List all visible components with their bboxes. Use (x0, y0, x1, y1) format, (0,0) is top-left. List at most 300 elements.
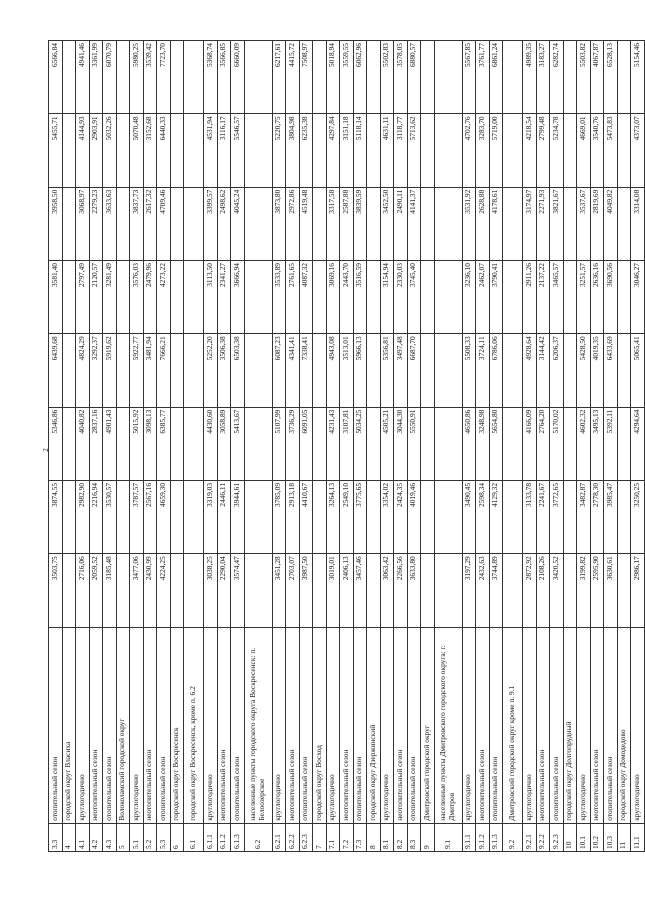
value-cell: 2761,65 (286, 261, 300, 334)
table-row (76, 41, 90, 852)
value-cell (313, 480, 327, 553)
row-name-cell: городской округ Долгопрудный (563, 627, 577, 823)
value-cell: 6439,68 (49, 334, 63, 407)
row-name-cell: круглогодично (272, 627, 286, 823)
value-cell: 4231,43 (326, 407, 340, 480)
value-cell: 3481,94 (143, 334, 157, 407)
value-cell: 5413,67 (231, 407, 245, 480)
value-cell: 2636,16 (590, 261, 604, 334)
value-cell: 5550,91 (407, 407, 421, 480)
row-name-cell: городской округ Восход (313, 627, 327, 823)
value-cell: 7723,70 (157, 41, 171, 114)
value-cell: 3540,76 (590, 114, 604, 187)
value-cell: 3183,27 (536, 41, 550, 114)
value-cell (421, 261, 435, 334)
table-row (340, 41, 354, 852)
value-cell: 6217,61 (272, 41, 286, 114)
value-cell (62, 480, 76, 553)
value-cell: 5234,78 (550, 114, 564, 187)
value-cell: 3046,27 (631, 261, 645, 334)
row-name-cell: неотопительный сезон (536, 627, 550, 823)
value-cell: 2271,93 (536, 187, 550, 260)
value-cell (421, 407, 435, 480)
value-cell: 2972,86 (286, 187, 300, 260)
value-cell (170, 407, 184, 480)
value-cell: 3559,55 (340, 41, 354, 114)
value-cell: 3985,47 (604, 480, 618, 553)
value-cell: 4294,64 (631, 407, 645, 480)
table-row (204, 41, 218, 852)
value-cell: 5546,57 (231, 114, 245, 187)
row-name-cell: неотопительный сезон (143, 627, 157, 823)
row-number-cell: 9.2.2 (536, 823, 550, 851)
value-cell (503, 187, 523, 260)
table-row (489, 41, 503, 852)
value-cell: 2216,94 (89, 480, 103, 553)
value-cell (170, 334, 184, 407)
value-cell: 2059,52 (89, 554, 103, 627)
row-number-cell: 9.2 (503, 823, 523, 851)
value-cell (563, 407, 577, 480)
value-cell: 2764,20 (536, 407, 550, 480)
value-cell: 4669,01 (577, 114, 591, 187)
value-cell: 3250,25 (631, 480, 645, 553)
value-cell (563, 187, 577, 260)
value-cell: 3790,41 (489, 261, 503, 334)
value-cell: 2911,26 (523, 261, 537, 334)
value-cell (503, 480, 523, 553)
table-row (407, 41, 421, 852)
table-row (272, 41, 286, 852)
table-row (353, 41, 367, 852)
value-cell (617, 187, 631, 260)
value-cell (244, 41, 272, 114)
value-cell (434, 114, 462, 187)
value-cell: 2446,11 (217, 480, 231, 553)
value-cell: 2108,26 (536, 554, 550, 627)
value-cell: 3958,50 (49, 187, 63, 260)
row-name-cell: городской округ Домодедово (617, 627, 631, 823)
value-cell (434, 554, 462, 627)
value-cell (421, 114, 435, 187)
value-cell (434, 41, 462, 114)
value-cell: 5980,25 (130, 41, 144, 114)
value-cell (503, 334, 523, 407)
value-cell (184, 554, 204, 627)
value-cell: 6440,33 (157, 114, 171, 187)
value-cell: 2819,69 (590, 187, 604, 260)
value-cell (313, 114, 327, 187)
row-number-cell: 7 (313, 823, 327, 851)
value-cell: 4218,54 (523, 114, 537, 187)
row-number-cell: 4.2 (89, 823, 103, 851)
row-number-cell: 9.2.3 (550, 823, 564, 851)
table-row (394, 41, 408, 852)
value-cell: 3873,80 (272, 187, 286, 260)
table-row (130, 41, 144, 852)
value-cell: 3633,80 (407, 554, 421, 627)
value-cell: 3837,73 (130, 187, 144, 260)
row-number-cell: 5.3 (157, 823, 171, 851)
value-cell (184, 187, 204, 260)
value-cell (170, 41, 184, 114)
value-cell: 4631,11 (380, 114, 394, 187)
value-cell (62, 41, 76, 114)
value-cell: 3772,65 (550, 480, 564, 553)
table-row (590, 41, 604, 852)
value-cell: 2598,34 (476, 480, 490, 553)
value-cell: 3537,67 (577, 187, 591, 260)
value-cell (313, 41, 327, 114)
value-cell: 3745,40 (407, 261, 421, 334)
value-cell: 4019,35 (590, 334, 604, 407)
value-cell: 2837,16 (89, 407, 103, 480)
value-cell (170, 187, 184, 260)
value-cell: 3531,92 (462, 187, 476, 260)
value-cell (563, 261, 577, 334)
value-cell: 3497,48 (394, 334, 408, 407)
value-cell (170, 261, 184, 334)
value-cell: 3133,78 (523, 480, 537, 553)
value-cell: 3506,38 (217, 334, 231, 407)
value-cell (421, 480, 435, 553)
row-name-cell: отопительный сезон (49, 627, 63, 823)
value-cell: 6087,23 (272, 334, 286, 407)
row-number-cell: 8.2 (394, 823, 408, 851)
value-cell (367, 334, 381, 407)
value-cell: 3513,01 (340, 334, 354, 407)
row-number-cell: 6 (170, 823, 184, 851)
value-cell: 5346,86 (49, 407, 63, 480)
value-cell (184, 407, 204, 480)
value-cell: 2778,30 (590, 480, 604, 553)
value-cell: 6687,70 (407, 334, 421, 407)
row-number-cell: 9.1.1 (462, 823, 476, 851)
row-number-cell: 8.3 (407, 823, 421, 851)
row-number-cell: 5 (116, 823, 130, 851)
row-number-cell: 6.2.1 (272, 823, 286, 851)
value-cell: 3787,57 (130, 480, 144, 553)
value-cell: 3281,49 (103, 261, 117, 334)
value-cell: 3578,05 (394, 41, 408, 114)
value-cell: 6566,84 (49, 41, 63, 114)
row-number-cell: 10.3 (604, 823, 618, 851)
value-cell: 2330,03 (394, 261, 408, 334)
row-number-cell: 6.2 (244, 823, 272, 851)
value-cell: 2595,90 (590, 554, 604, 627)
table-row (503, 41, 523, 852)
table-row (326, 41, 340, 852)
value-cell: 3736,29 (286, 407, 300, 480)
value-cell: 5919,62 (103, 334, 117, 407)
value-cell: 3490,45 (462, 480, 476, 553)
value-cell (617, 334, 631, 407)
value-cell: 3038,25 (204, 554, 218, 627)
value-cell (244, 261, 272, 334)
value-cell: 3516,59 (353, 261, 367, 334)
value-cell: 4928,64 (523, 334, 537, 407)
value-cell (184, 334, 204, 407)
value-cell: 3185,48 (103, 554, 117, 627)
value-cell: 5455,71 (49, 114, 63, 187)
value-cell: 4178,61 (489, 187, 503, 260)
value-cell: 4341,41 (286, 334, 300, 407)
table-row (367, 41, 381, 852)
row-number-cell: 5.1 (130, 823, 144, 851)
value-cell: 3144,42 (536, 334, 550, 407)
value-cell: 3154,94 (380, 261, 394, 334)
value-cell: 6433,69 (604, 334, 618, 407)
row-number-cell: 11.1 (631, 823, 645, 851)
row-name-cell: отопительный сезон (103, 627, 117, 823)
value-cell (116, 261, 130, 334)
value-cell: 2241,67 (536, 480, 550, 553)
value-cell: 3199,82 (577, 554, 591, 627)
value-cell (367, 407, 381, 480)
value-cell: 3116,17 (217, 114, 231, 187)
value-cell: 3690,56 (604, 261, 618, 334)
value-cell: 3098,13 (143, 407, 157, 480)
row-name-cell: отопительный сезон (157, 627, 171, 823)
value-cell: 4941,46 (76, 41, 90, 114)
value-cell (116, 407, 130, 480)
value-cell (313, 187, 327, 260)
value-cell (116, 554, 130, 627)
value-cell: 3581,40 (49, 261, 63, 334)
row-name-cell: городской округ Дзержинский (367, 627, 381, 823)
value-cell: 2872,92 (523, 554, 537, 627)
table-row (563, 41, 577, 852)
row-name-cell: круглогодично (204, 627, 218, 823)
row-number-cell: 10.2 (590, 823, 604, 851)
value-cell (62, 554, 76, 627)
value-cell: 3785,09 (272, 480, 286, 553)
value-cell: 2628,88 (476, 187, 490, 260)
value-cell (421, 187, 435, 260)
row-name-cell: городской округ Воскресенск (170, 627, 184, 823)
row-name-cell: круглогодично (326, 627, 340, 823)
row-name-cell: неотопительный сезон (217, 627, 231, 823)
value-cell (184, 261, 204, 334)
value-cell (244, 554, 272, 627)
value-cell: 4273,22 (157, 261, 171, 334)
value-cell (367, 41, 381, 114)
value-cell: 5065,41 (631, 334, 645, 407)
value-cell: 4410,67 (299, 480, 313, 553)
value-cell: 2913,18 (286, 480, 300, 553)
value-cell: 3821,67 (550, 187, 564, 260)
value-cell: 3292,37 (89, 334, 103, 407)
row-name-cell: неотопительный сезон (476, 627, 490, 823)
value-cell: 5252,20 (204, 334, 218, 407)
row-name-cell: неотопительный сезон (89, 627, 103, 823)
value-cell (313, 554, 327, 627)
row-number-cell: 9.1.3 (489, 823, 503, 851)
value-cell: 3264,13 (326, 480, 340, 553)
value-cell: 7338,41 (299, 334, 313, 407)
table-row (462, 41, 476, 852)
value-cell: 5220,75 (272, 114, 286, 187)
value-cell: 3633,63 (103, 187, 117, 260)
value-cell: 5032,26 (103, 114, 117, 187)
value-cell (313, 407, 327, 480)
value-cell: 3019,01 (326, 554, 340, 627)
row-number-cell: 7.3 (353, 823, 367, 851)
value-cell: 5015,92 (130, 407, 144, 480)
row-number-cell: 8 (367, 823, 381, 851)
value-cell: 5508,33 (462, 334, 476, 407)
value-cell (170, 114, 184, 187)
value-cell: 6528,13 (604, 41, 618, 114)
value-cell: 3987,50 (299, 554, 313, 627)
value-cell: 2424,35 (394, 480, 408, 553)
value-cell (617, 554, 631, 627)
table-row (170, 41, 184, 852)
value-cell: 6861,24 (489, 41, 503, 114)
value-cell: 4519,48 (299, 187, 313, 260)
value-cell (434, 407, 462, 480)
row-number-cell: 9.1.2 (476, 823, 490, 851)
value-cell: 3576,03 (130, 261, 144, 334)
row-name-cell: отопительный сезон (407, 627, 421, 823)
value-cell: 2490,11 (394, 187, 408, 260)
value-cell: 4415,72 (286, 41, 300, 114)
value-cell: 2266,56 (394, 554, 408, 627)
value-cell: 3152,68 (143, 114, 157, 187)
page-number: 2 (41, 448, 50, 452)
row-name-cell: Волоколамский городской округ (116, 627, 130, 823)
value-cell (244, 114, 272, 187)
row-number-cell: 11 (617, 823, 631, 851)
value-cell: 4373,07 (631, 114, 645, 187)
table-row (523, 41, 537, 852)
value-cell: 3482,87 (577, 480, 591, 553)
value-cell (313, 334, 327, 407)
row-number-cell: 4 (62, 823, 76, 851)
value-cell: 3319,03 (204, 480, 218, 553)
row-name-cell: Дмитровский городской округ кроме п. 9.1 (503, 627, 523, 823)
row-name-cell: городской округ Воскресенск, кроме п. 6.2 (184, 627, 204, 823)
value-cell (367, 480, 381, 553)
row-number-cell: 6.2.2 (286, 823, 300, 851)
value-cell: 5034,25 (353, 407, 367, 480)
value-cell (503, 41, 523, 114)
value-cell: 5567,85 (462, 41, 476, 114)
value-cell (184, 41, 204, 114)
value-cell (503, 114, 523, 187)
value-cell: 2279,23 (89, 187, 103, 260)
value-cell: 3530,57 (103, 480, 117, 553)
row-name-cell: отопительный сезон (550, 627, 564, 823)
value-cell: 3744,89 (489, 554, 503, 627)
value-cell: 2703,07 (286, 554, 300, 627)
value-cell: 6660,09 (231, 41, 245, 114)
value-cell: 6282,74 (550, 41, 564, 114)
value-cell: 4430,60 (204, 407, 218, 480)
value-cell: 2290,04 (217, 554, 231, 627)
value-cell: 3503,75 (49, 554, 63, 627)
value-cell: 3354,02 (380, 480, 394, 553)
value-cell (434, 334, 462, 407)
value-cell: 3399,57 (204, 187, 218, 260)
value-cell: 2479,96 (143, 261, 157, 334)
value-cell: 3058,89 (217, 407, 231, 480)
value-cell: 4602,32 (577, 407, 591, 480)
value-cell: 4824,29 (76, 334, 90, 407)
value-cell: 3151,18 (340, 114, 354, 187)
value-cell: 5654,80 (489, 407, 503, 480)
table-row (299, 41, 313, 852)
value-cell: 3283,70 (476, 114, 490, 187)
row-number-cell: 4.1 (76, 823, 90, 851)
rotated-tariff-table-page (48, 40, 641, 852)
value-cell: 3113,50 (204, 261, 218, 334)
value-cell: 4049,82 (604, 187, 618, 260)
value-cell (434, 187, 462, 260)
table-row (476, 41, 490, 852)
value-cell (62, 114, 76, 187)
value-cell: 2137,22 (536, 261, 550, 334)
value-cell: 3566,85 (217, 41, 231, 114)
value-cell: 5356,81 (380, 334, 394, 407)
value-cell (184, 480, 204, 553)
table-row (143, 41, 157, 852)
value-cell: 7666,21 (157, 334, 171, 407)
value-cell: 5966,13 (353, 334, 367, 407)
row-number-cell: 7.1 (326, 823, 340, 851)
row-name-cell: отопительный сезон (353, 627, 367, 823)
row-name-cell: неотопительный сезон (286, 627, 300, 823)
value-cell (434, 261, 462, 334)
value-cell (367, 261, 381, 334)
table-row (231, 41, 245, 852)
value-cell: 3761,77 (476, 41, 490, 114)
value-cell: 4019,46 (407, 480, 421, 553)
value-cell: 2567,16 (143, 480, 157, 553)
value-cell (170, 554, 184, 627)
value-cell: 3533,89 (272, 261, 286, 334)
value-cell: 3361,99 (89, 41, 103, 114)
value-cell (617, 41, 631, 114)
value-cell: 2430,99 (143, 554, 157, 627)
row-number-cell: 5.2 (143, 823, 157, 851)
value-cell: 3236,10 (462, 261, 476, 334)
row-number-cell: 4.3 (103, 823, 117, 851)
value-cell: 6503,38 (231, 334, 245, 407)
table-row (244, 41, 272, 852)
value-cell: 3044,30 (394, 407, 408, 480)
row-number-cell: 6.2.3 (299, 823, 313, 851)
value-cell: 2587,88 (340, 187, 354, 260)
table-row (380, 41, 394, 852)
value-cell: 6880,57 (407, 41, 421, 114)
value-cell: 4901,43 (103, 407, 117, 480)
value-cell: 2432,63 (476, 554, 490, 627)
value-cell: 3451,28 (272, 554, 286, 627)
row-name-cell: отопительный сезон (489, 627, 503, 823)
value-cell: 4040,82 (76, 407, 90, 480)
value-cell: 3248,98 (476, 407, 490, 480)
value-cell: 4531,94 (204, 114, 218, 187)
value-cell: 3317,58 (326, 187, 340, 260)
value-cell (563, 41, 577, 114)
value-cell: 4505,21 (380, 407, 394, 480)
table-row (103, 41, 117, 852)
value-cell (367, 114, 381, 187)
value-cell: 5503,82 (577, 41, 591, 114)
value-cell: 2462,07 (476, 261, 490, 334)
value-cell: 4067,87 (590, 41, 604, 114)
